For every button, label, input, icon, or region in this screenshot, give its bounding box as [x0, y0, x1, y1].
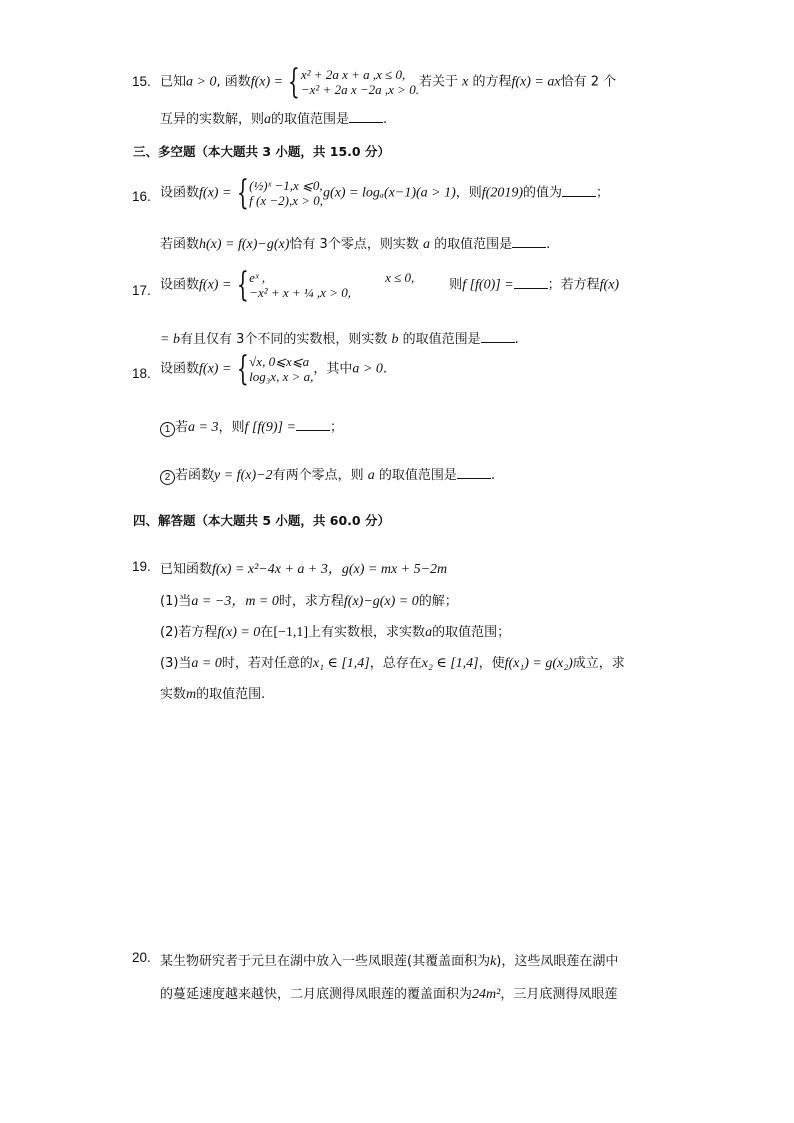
section-4-title: 四、解答题（本大题共 5 小题，共 60.0 分） — [133, 513, 390, 528]
q17-piecewise: { eˣ , x ≤ 0, −x² + x + ¼ ,x > 0, — [236, 265, 415, 305]
q17-line2: = b有且仅有 3个不同的实数根，则实数 b 的取值范围是 . — [160, 332, 519, 347]
q17-line1: 设函数f(x) = { eˣ , x ≤ 0, −x² + x + ¼ ,x > 0, 则f [f(0)] = ；若方程f(x) — [160, 265, 620, 305]
left-brace-icon: { — [288, 62, 301, 102]
answer-blank[interactable] — [296, 420, 330, 431]
q19-part3-cont: 实数m的取值范围. — [160, 687, 266, 702]
answer-blank[interactable] — [512, 237, 546, 248]
q16-number: 16. — [132, 189, 151, 204]
q18-piecewise: { √x, 0⩽x⩽a log₃x, x > a, — [236, 349, 314, 389]
q19-part1: (1)当a = −3，m = 0时，求方程f(x)−g(x) = 0的解； — [160, 594, 458, 609]
q15-piecewise: { x² + 2a x + a ,x ≤ 0, −x² + 2a x −2a ,x > 0. — [288, 62, 419, 102]
left-brace-icon: { — [236, 265, 249, 305]
q15-line2: 互异的实数解，则a的取值范围是 . — [160, 112, 388, 127]
q20-number: 20. — [132, 950, 151, 965]
answer-blank[interactable] — [514, 278, 548, 289]
circled-number-icon: 1 — [160, 422, 175, 437]
q19-line1: 已知函数f(x) = x²−4x + a + 3，g(x) = mx + 5−2m — [160, 562, 448, 577]
q19-part3: (3)当a = 0时，若对任意的x₁ ∈ [1,4]，总存在x₂ ∈ [1,4]，使f(x₁) = g(x₂)成立，求 — [160, 656, 625, 671]
q18-line1: 设函数f(x) = { √x, 0⩽x⩽a log₃x, x > a, ，其中a > 0. — [160, 349, 387, 389]
q18-number: 18. — [132, 366, 151, 381]
q16-line1: 设函数f(x) = { (½)ˣ −1,x ⩽0, f (x −2),x > 0, g(x) = logₐ(x−1)(a > 1)，则f(2019)的值为 ； — [160, 173, 610, 213]
left-brace-icon: { — [236, 173, 249, 213]
left-brace-icon: { — [236, 349, 249, 389]
answer-blank[interactable] — [457, 468, 491, 479]
answer-blank[interactable] — [562, 186, 596, 197]
q20-line1: 某生物研究者于元旦在湖中放入一些凤眼莲(其覆盖面积为k)，这些凤眼莲在湖中 — [160, 954, 619, 969]
circled-number-icon: 2 — [160, 470, 175, 485]
section-3-title: 三、多空题（本大题共 3 小题，共 15.0 分） — [133, 144, 390, 159]
q20-line2: 的蔓延速度越来越快，二月底测得凤眼莲的覆盖面积为24m²，三月底测得凤眼莲 — [160, 987, 618, 1002]
q19-number: 19. — [132, 559, 151, 574]
q15-number: 15. — [132, 74, 151, 89]
q16-piecewise: { (½)ˣ −1,x ⩽0, f (x −2),x > 0, — [236, 173, 324, 213]
q18-sub1: 1 若a = 3，则f [f(9)] = ； — [160, 416, 343, 437]
answer-blank[interactable] — [349, 112, 383, 123]
q19-part2: (2)若方程f(x) = 0在[−1,1]上有实数根，求实数a的取值范围； — [160, 625, 511, 640]
q15-line1: 已知a > 0, 函数f(x) = { x² + 2a x + a ,x ≤ 0, −x² + 2a x −2a ,x > 0. 若关于 x 的方程f(x) = ax恰有 2 个 — [160, 62, 617, 102]
q16-line2: 若函数h(x) = f(x)−g(x)恰有 3个零点，则实数 a 的取值范围是 . — [160, 237, 551, 252]
answer-blank[interactable] — [481, 332, 515, 343]
q17-number: 17. — [132, 283, 151, 298]
q18-sub2: 2 若函数y = f(x)−2有两个零点，则 a 的取值范围是 . — [160, 464, 495, 485]
